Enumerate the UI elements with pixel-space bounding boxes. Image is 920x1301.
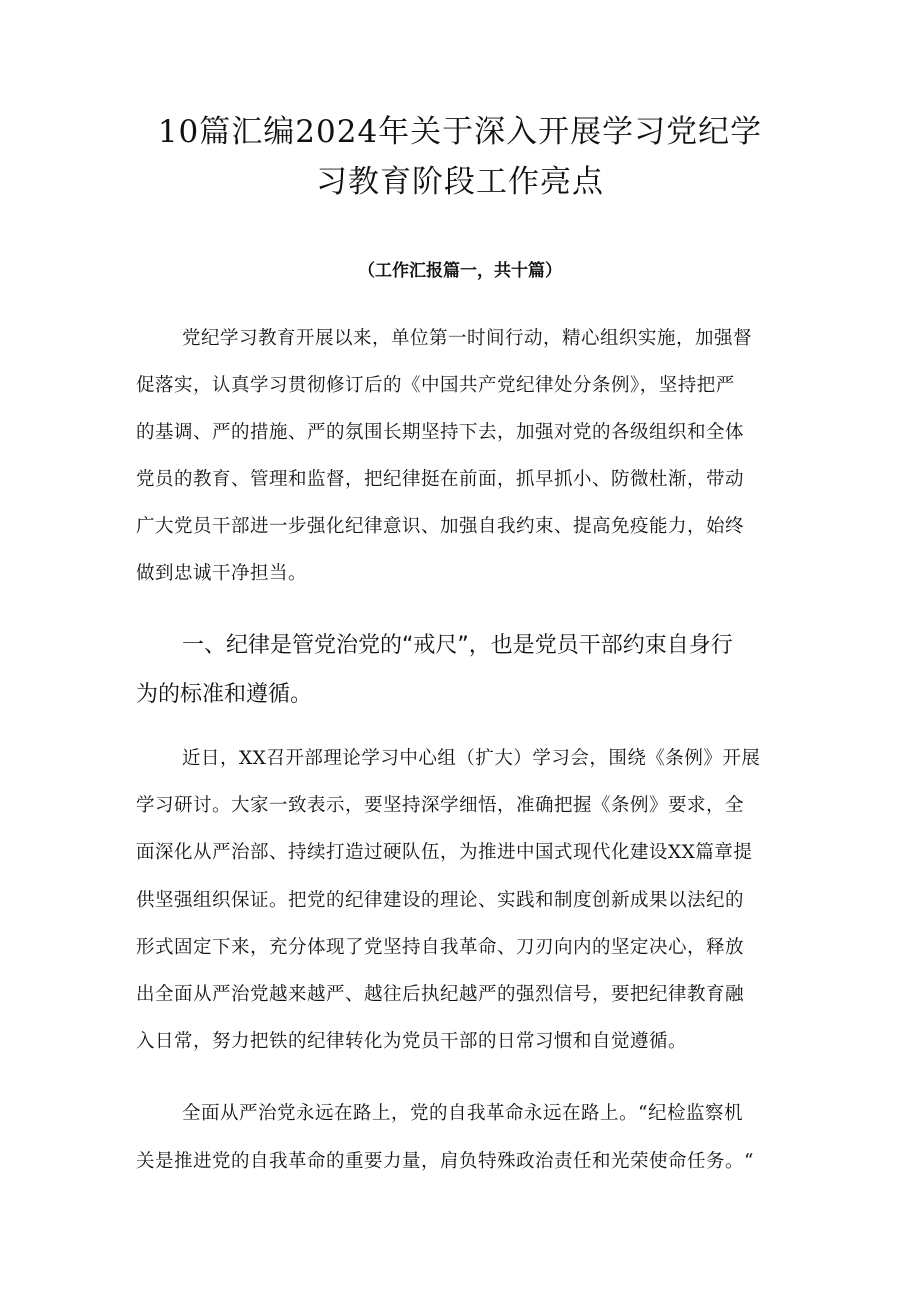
body-line: 学习研讨。大家一致表示，要坚持深学细悟，准确把握《条例》要求，全	[136, 795, 745, 816]
body-line: 形式固定下来，充分体现了党坚持自我革命、刀刃向内的坚定决心，释放	[136, 937, 745, 958]
document-subtitle: （工作汇报篇一，共十篇）	[358, 261, 562, 281]
section-heading-line: 为的标准和遵循。	[136, 682, 313, 707]
intro-line: 的基调、严的措施、严的氛围长期坚持下去，加强对党的各级组织和全体	[136, 422, 745, 443]
body-line: 入日常，努力把铁的纪律转化为党员干部的日常习惯和自觉遵循。	[136, 1031, 688, 1052]
intro-line: 党纪学习教育开展以来，单位第一时间行动，精心组织实施，加强督	[182, 328, 753, 349]
intro-line: 党员的教育、管理和监督，把纪律挺在前面，抓早抓小、防微杜渐，带动	[136, 469, 745, 490]
body-line: 关是推进党的自我革命的重要力量，肩负特殊政治责任和光荣使命任务。“	[136, 1151, 754, 1172]
intro-line: 广大党员干部进一步强化纪律意识、加强自我约束、提高免疫能力，始终	[136, 516, 745, 537]
body-line: 近日，XX召开部理论学习中心组（扩大）学习会，围绕《条例》开展	[182, 748, 761, 769]
body-line: 全面从严治党永远在路上，党的自我革命永远在路上。“纪检监察机	[182, 1103, 743, 1124]
body-line: 面深化从严治部、持续打造过硬队伍，为推进中国式现代化建设XX篇章提	[136, 842, 753, 863]
body-line: 出全面从严治党越来越严、越往后执纪越严的强烈信号，要把纪律教育融	[136, 984, 745, 1005]
document-title-line-2: 习教育阶段工作亮点	[316, 164, 604, 200]
body-line: 供坚强组织保证。把党的纪律建设的理论、实践和制度创新成果以法纪的	[136, 890, 745, 911]
intro-line: 促落实，认真学习贯彻修订后的《中国共产党纪律处分条例》，坚持把严	[136, 375, 735, 396]
document-title-line-1: 10篇汇编2024年关于深入开展学习党纪学	[157, 114, 763, 150]
intro-line: 做到忠诚干净担当。	[136, 563, 308, 584]
section-heading-line: 一、纪律是管党治党的“戒尺”，也是党员干部约束自身行	[182, 633, 733, 658]
